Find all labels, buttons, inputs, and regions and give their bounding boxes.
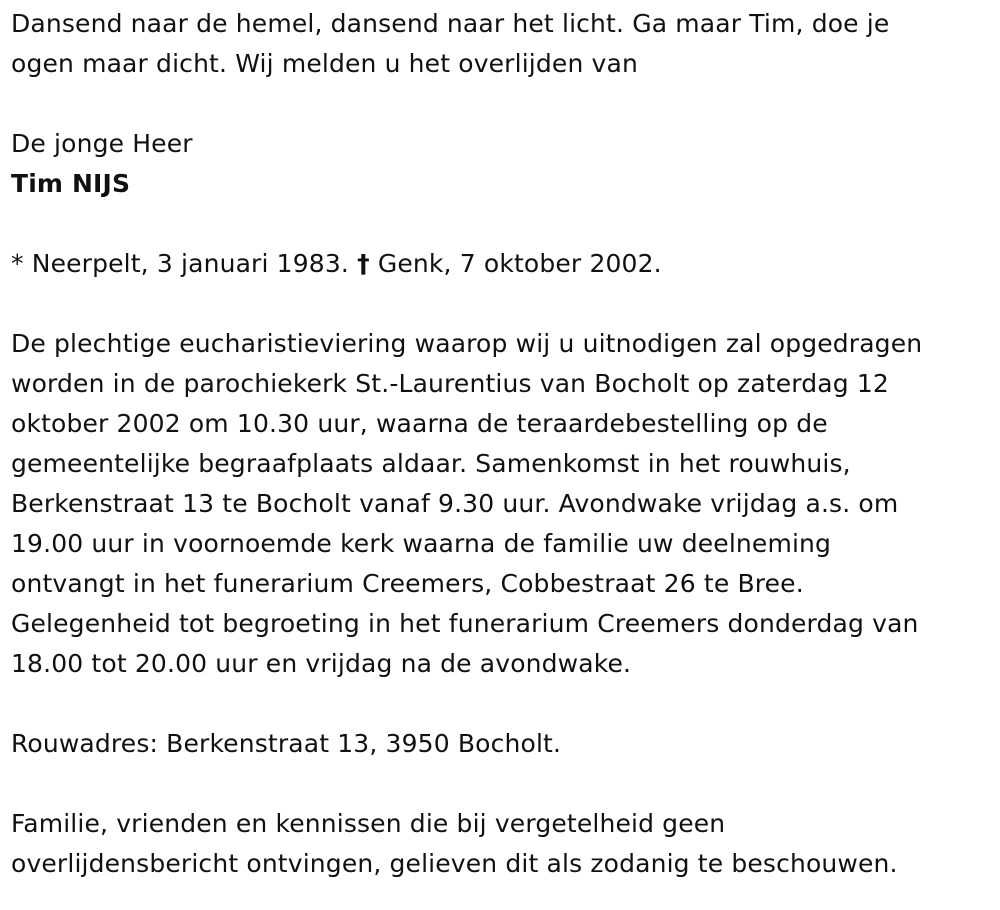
- deceased-name: Tim NIJS: [11, 169, 131, 198]
- cross-icon: †: [357, 249, 370, 278]
- ceremony-line: ontvangt in het funerarium Creemers, Cobbestraat 26 te Bree.: [11, 569, 804, 598]
- spacer: [11, 684, 1000, 724]
- ceremony-line: 19.00 uur in voornoemde kerk waarna de familie uw deelneming: [11, 529, 832, 558]
- deceased-block: [11, 124, 1000, 204]
- ceremony-line: Berkenstraat 13 te Bocholt vanaf 9.30 uur. Avondwake vrijdag a.s. om: [11, 489, 899, 518]
- ceremony-line: De plechtige eucharistieviering waarop wij u uitnodigen zal opgedragen: [11, 329, 923, 358]
- ceremony-line: oktober 2002 om 10.30 uur, waarna de teraardebestelling op de: [11, 409, 828, 438]
- spacer: [11, 204, 1000, 244]
- ceremony-line: worden in de parochiekerk St.-Laurentius van Bocholt op zaterdag 12: [11, 369, 889, 398]
- closing-paragraph: [11, 804, 1000, 884]
- intro-line: Dansend naar de hemel, dansend naar het licht. Ga maar Tim, doe je: [11, 9, 890, 38]
- ceremony-paragraph: [11, 324, 1000, 684]
- intro-line: ogen maar dicht. Wij melden u het overlijden van: [11, 49, 638, 78]
- ceremony-line: gemeentelijke begraafplaats aldaar. Samenkomst in het rouwhuis,: [11, 449, 851, 478]
- ceremony-line: Gelegenheid tot begroeting in het funerarium Creemers donderdag van: [11, 609, 919, 638]
- mourning-address: Rouwadres: Berkenstraat 13, 3950 Bocholt.: [11, 729, 562, 758]
- life-dates: [11, 244, 1000, 284]
- honorific-title: De jonge Heer: [11, 129, 193, 158]
- closing-line: Familie, vrienden en kennissen die bij vergetelheid geen: [11, 809, 726, 838]
- closing-line: overlijdensbericht ontvingen, gelieven dit als zodanig te beschouwen.: [11, 849, 898, 878]
- birth-info: * Neerpelt, 3 januari 1983.: [11, 249, 349, 278]
- spacer: [11, 284, 1000, 324]
- spacer: [11, 764, 1000, 804]
- ceremony-line: 18.00 tot 20.00 uur en vrijdag na de avondwake.: [11, 649, 632, 678]
- intro-paragraph: [11, 4, 1000, 84]
- spacer: [11, 84, 1000, 124]
- death-info: Genk, 7 oktober 2002.: [377, 249, 662, 278]
